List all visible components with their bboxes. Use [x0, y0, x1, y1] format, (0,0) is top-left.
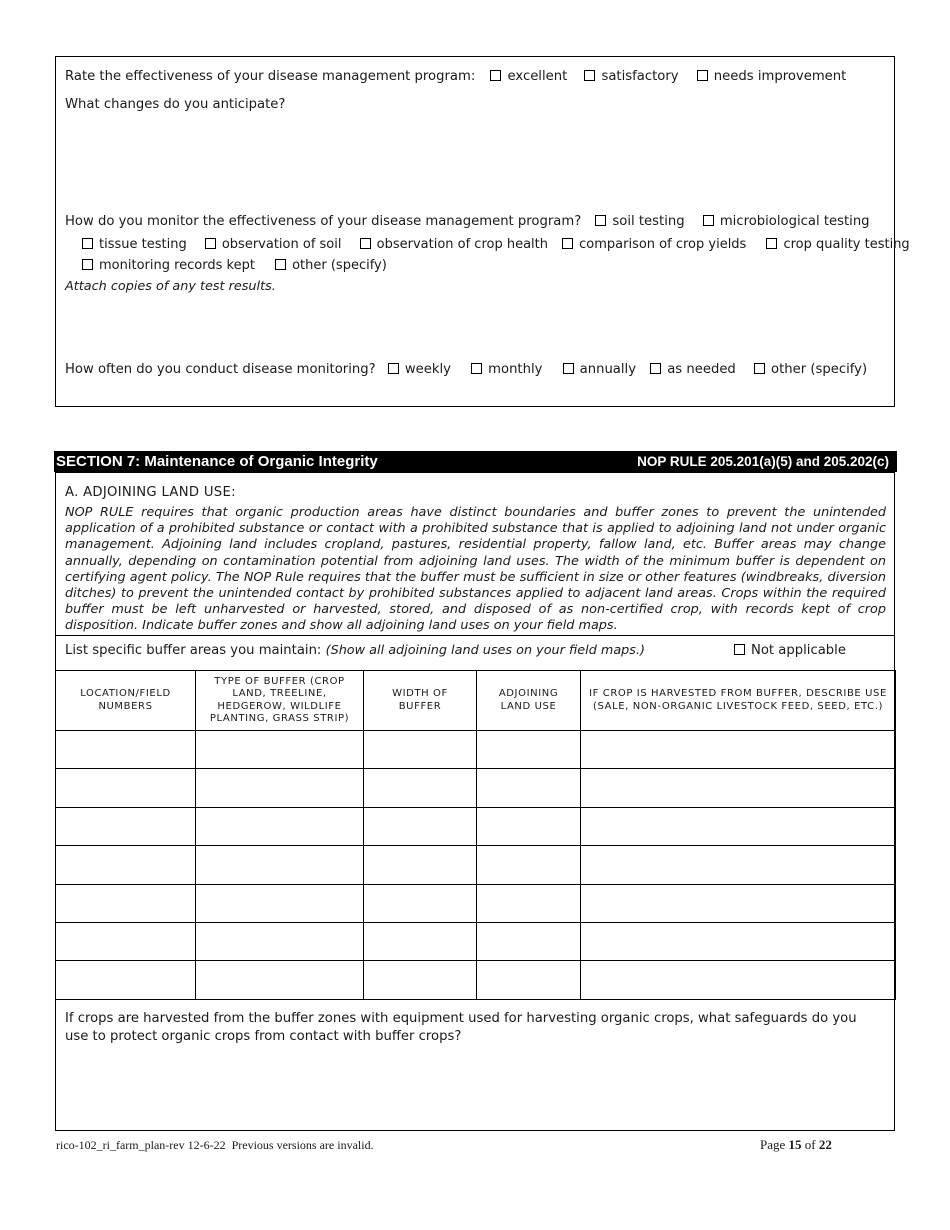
buffer-table-wrap — [55, 670, 895, 1000]
table-cell[interactable] — [196, 884, 364, 922]
table-cell[interactable] — [581, 961, 896, 999]
rate-question: Rate the effectiveness of your disease management program: — [65, 69, 476, 84]
checkbox-icon[interactable] — [205, 238, 216, 249]
table-cell[interactable] — [196, 807, 364, 845]
table-cell[interactable] — [196, 846, 364, 884]
table-cell[interactable] — [581, 807, 896, 845]
table-cell[interactable] — [364, 846, 477, 884]
checkbox-icon[interactable] — [595, 215, 606, 226]
page-total: 22 — [818, 1137, 832, 1152]
checkbox-icon[interactable] — [562, 238, 573, 249]
table-cell[interactable] — [477, 884, 581, 922]
checkbox-icon[interactable] — [360, 238, 371, 249]
table-cell[interactable] — [477, 846, 581, 884]
header-width: WIDTH OF BUFFER — [364, 671, 477, 731]
rate-option-excellent[interactable]: excellent — [490, 68, 567, 86]
buffer-table-body — [56, 731, 896, 1000]
table-row — [56, 922, 896, 960]
table-cell[interactable] — [364, 731, 477, 769]
frequency-option-monthly[interactable]: monthly — [471, 361, 542, 379]
checkbox-icon[interactable] — [563, 363, 574, 374]
not-applicable-option[interactable]: Not applicable — [734, 642, 846, 660]
checkbox-icon[interactable] — [275, 259, 286, 270]
disease-management-box — [55, 56, 910, 407]
monitor-option-observation-of-crop-health[interactable]: observation of crop health — [360, 236, 548, 254]
frequency-option-weekly[interactable]: weekly — [388, 361, 451, 379]
table-cell[interactable] — [364, 769, 477, 807]
monitor-row-1 — [65, 213, 870, 231]
divider — [56, 635, 894, 636]
table-row — [56, 884, 896, 922]
table-cell[interactable] — [196, 769, 364, 807]
table-cell[interactable] — [581, 846, 896, 884]
header-type-of-buffer: TYPE OF BUFFER (CROP LAND, TREELINE, HEDGEROW, WILDLIFE PLANTING, GRASS STRIP) — [196, 671, 364, 731]
table-cell[interactable] — [364, 807, 477, 845]
list-prompt-row — [65, 642, 645, 660]
monitor-option-crop-quality-testing[interactable]: crop quality testing — [766, 236, 909, 254]
table-cell[interactable] — [196, 922, 364, 960]
changes-answer-area[interactable] — [65, 117, 885, 207]
table-cell[interactable] — [477, 731, 581, 769]
frequency-option-as-needed[interactable]: as needed — [650, 361, 736, 379]
monitor-option-comparison-of-crop-yields[interactable]: comparison of crop yields — [562, 236, 746, 254]
table-cell[interactable] — [56, 807, 196, 845]
attach-note: Attach copies of any test results. — [65, 279, 276, 294]
rate-option-satisfactory[interactable]: satisfactory — [584, 68, 678, 86]
table-cell[interactable] — [477, 961, 581, 999]
monitor-question: How do you monitor the effectiveness of your disease management program? — [65, 214, 582, 229]
rate-option-needs-improvement[interactable]: needs improvement — [697, 68, 847, 86]
page-number: Page 15 of 22 — [760, 1137, 832, 1152]
table-row — [56, 731, 896, 769]
header-harvest-use: IF CROP IS HARVESTED FROM BUFFER, DESCRIBE USE (SALE, NON-ORGANIC LIVESTOCK FEED, SEED, ETC.) — [581, 671, 896, 731]
table-cell[interactable] — [581, 884, 896, 922]
table-cell[interactable] — [364, 884, 477, 922]
checkbox-icon[interactable] — [697, 70, 708, 81]
buffer-table-header — [56, 671, 896, 731]
rate-row — [65, 68, 846, 86]
table-row — [56, 961, 896, 999]
section-7-header — [54, 451, 897, 472]
list-prompt: List specific buffer areas you maintain: — [65, 643, 322, 658]
nop-rule-paragraph: NOP RULE requires that organic production areas have distinct boundaries and buffer zones to prevent the unintended application of a prohibited substance or contact with a prohibited substance that is applied to adjoining land not under organic management. Adjoining land includes cropland, pastures, residential property, fallow land, etc. Buffer areas may change annually, depending on contamination potential from adjoining land uses. The width of the minimum buffer is dependent on certifying agent policy. The NOP Rule requires that the buffer must be sufficient in size or other features (windbreaks, diversion ditches) to prevent the unintended contact by prohibited substances applied to adjacent land areas. Crops within the required buffer must be left unharvested or harvested, stored, and disposed of as non-certified crop, with records kept of crop disposition. Indicate buffer zones and show all adjoining land uses on your field maps. — [65, 505, 886, 634]
table-cell[interactable] — [364, 961, 477, 999]
table-cell[interactable] — [581, 922, 896, 960]
checkbox-icon[interactable] — [754, 363, 765, 374]
checkbox-icon[interactable] — [82, 238, 93, 249]
table-cell[interactable] — [56, 884, 196, 922]
checkbox-icon[interactable] — [490, 70, 501, 81]
safeguard-question: If crops are harvested from the buffer zones with equipment used for harvesting organic crops, what safeguards do you use to protect organic crops from contact with buffer crops? — [65, 1011, 857, 1044]
checkbox-icon[interactable] — [650, 363, 661, 374]
section-7-title: SECTION 7: Maintenance of Organic Integrity — [56, 453, 378, 470]
table-cell[interactable] — [477, 769, 581, 807]
checkbox-icon[interactable] — [734, 644, 745, 655]
table-cell[interactable] — [581, 769, 896, 807]
frequency-option-annually[interactable]: annually — [563, 361, 636, 379]
table-cell[interactable] — [56, 961, 196, 999]
buffer-table — [55, 670, 896, 1000]
adjoining-land-use-heading: A. ADJOINING LAND USE: — [65, 485, 236, 500]
table-cell[interactable] — [56, 922, 196, 960]
monitor-option-microbiological-testing[interactable]: microbiological testing — [703, 213, 870, 231]
monitor-answer-area[interactable] — [65, 299, 885, 354]
safeguard-answer-area[interactable] — [65, 1049, 885, 1124]
frequency-question: How often do you conduct disease monitoring? — [65, 362, 376, 377]
table-cell[interactable] — [477, 922, 581, 960]
checkbox-icon[interactable] — [584, 70, 595, 81]
checkbox-icon[interactable] — [766, 238, 777, 249]
page-current: 15 — [788, 1137, 802, 1152]
checkbox-icon[interactable] — [82, 259, 93, 270]
frequency-option-other-specify[interactable]: other (specify) — [754, 361, 867, 379]
table-cell[interactable] — [56, 731, 196, 769]
table-row — [56, 846, 896, 884]
changes-question: What changes do you anticipate? — [65, 97, 286, 112]
table-cell[interactable] — [56, 846, 196, 884]
document-id: rico-102_ri_farm_plan-rev 12-6-22 Previous versions are invalid. — [56, 1138, 374, 1152]
list-prompt-note: (Show all adjoining land uses on your field maps.) — [325, 643, 646, 658]
monitor-option-monitoring-records-kept[interactable]: monitoring records kept — [82, 257, 255, 275]
monitor-option-tissue-testing[interactable]: tissue testing — [82, 236, 187, 254]
header-location: LOCATION/FIELD NUMBERS — [56, 671, 196, 731]
table-cell[interactable] — [196, 731, 364, 769]
monitor-option-soil-testing[interactable]: soil testing — [595, 213, 684, 231]
checkbox-icon[interactable] — [703, 215, 714, 226]
monitor-row-3 — [82, 257, 387, 275]
frequency-row — [65, 361, 867, 379]
monitor-option-observation-of-soil[interactable]: observation of soil — [205, 236, 342, 254]
table-cell[interactable] — [196, 961, 364, 999]
checkbox-icon[interactable] — [471, 363, 482, 374]
header-adjoining-land-use: ADJOINING LAND USE — [477, 671, 581, 731]
table-row — [56, 769, 896, 807]
table-cell[interactable] — [56, 769, 196, 807]
table-cell[interactable] — [364, 922, 477, 960]
table-row — [56, 807, 896, 845]
section-7-body — [55, 472, 895, 1131]
table-cell[interactable] — [581, 731, 896, 769]
checkbox-icon[interactable] — [388, 363, 399, 374]
monitor-option-other-specify[interactable]: other (specify) — [275, 257, 387, 275]
section-7-rule: NOP RULE 205.201(a)(5) and 205.202(c) — [637, 454, 889, 469]
table-cell[interactable] — [477, 807, 581, 845]
monitor-row-2 — [82, 236, 910, 254]
